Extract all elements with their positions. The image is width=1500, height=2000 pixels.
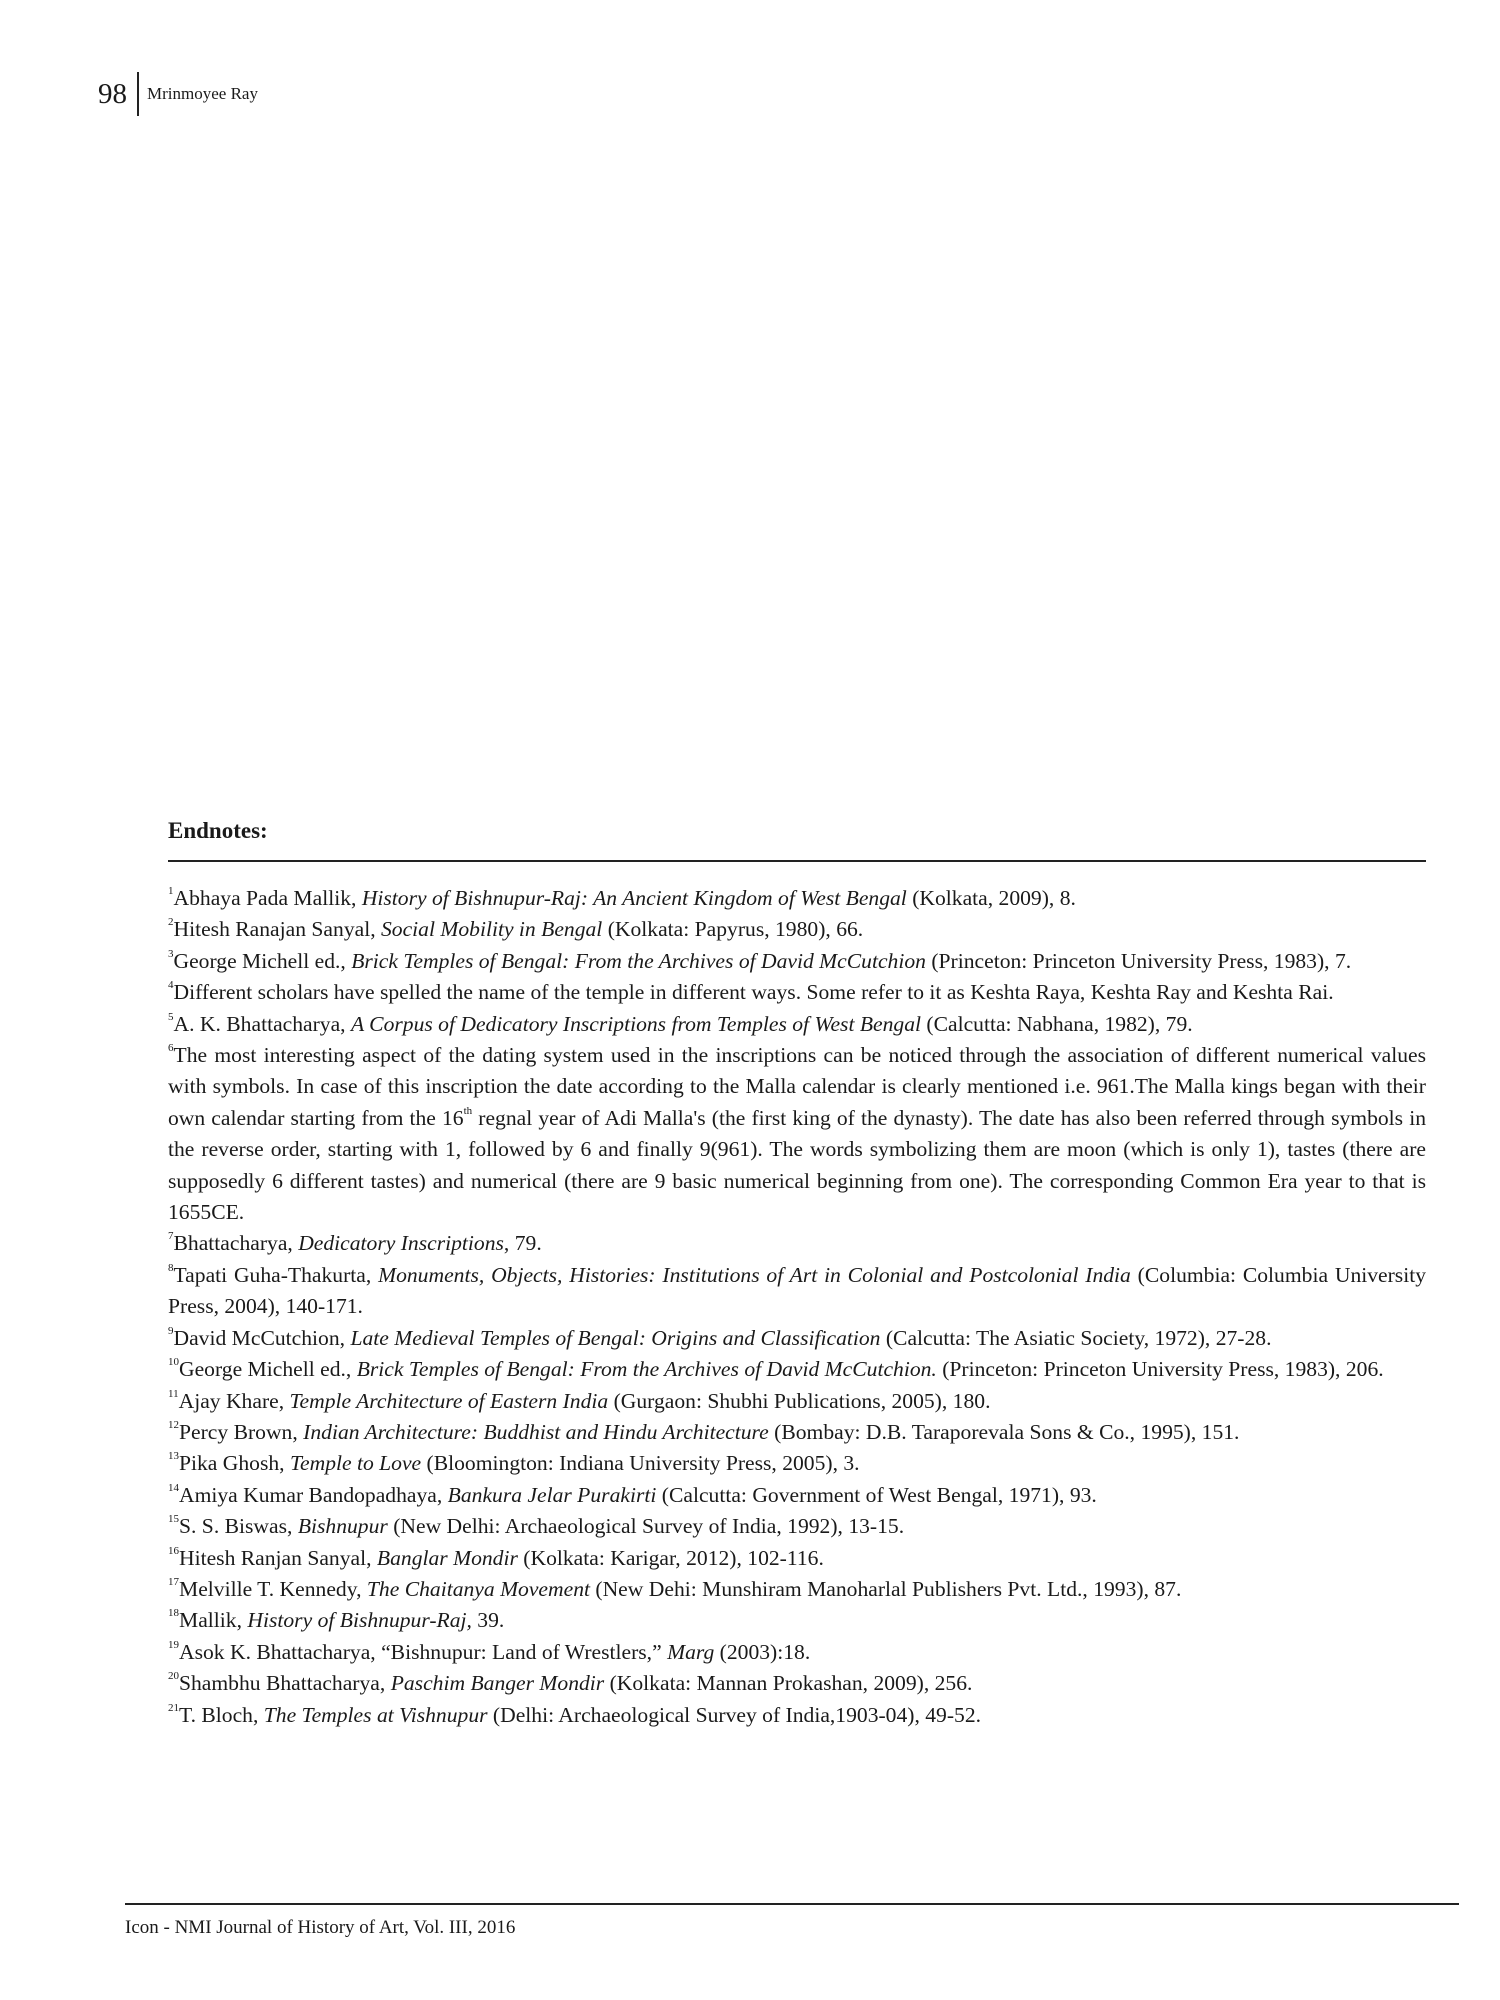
endnote-number: 18: [168, 1607, 179, 1620]
endnote-text: Mallik,: [179, 1608, 248, 1633]
endnote-number: 20: [168, 1670, 179, 1683]
endnote-6: [168, 1040, 1426, 1228]
endnote-number: 3: [168, 947, 174, 960]
page-header: [98, 72, 258, 116]
endnote-citation-tail: 39.: [471, 1608, 505, 1633]
endnote-citation-tail: (Kolkata: Mannan Prokashan, 2009), 256.: [604, 1671, 973, 1696]
endnote-10: [168, 1354, 1426, 1385]
endnote-text: George Michell ed.,: [179, 1357, 357, 1382]
endnote-work-title: Marg: [667, 1639, 715, 1664]
endnote-citation-tail: , 79.: [503, 1231, 542, 1256]
endnote-text: Abhaya Pada Mallik,: [173, 886, 362, 910]
endnote-number: 21: [168, 1701, 179, 1714]
endnote-text: Asok K. Bhattacharya, “Bishnupur: Land of Wrestlers,”: [179, 1639, 668, 1664]
endnote-text: The most interesting aspect of the dating system used in the inscriptions can be noticed through the association of different numerical values with symbols. In case of this inscription the date according to the Malla calendar is clearly mentioned i.e. 961.The Malla kings began with their own calendar starting from the 16: [168, 1043, 1426, 1130]
endnote-citation-tail: (Kolkata: Karigar, 2012), 102-116.: [517, 1545, 824, 1570]
endnote-work-title: History of Bishnupur-Raj,: [247, 1608, 472, 1633]
endnote-number: 4: [168, 979, 174, 992]
endnote-text: Different scholars have spelled the name of the temple in different ways. Some refer to it as Keshta Raya, Keshta Ray and Keshta Rai.: [173, 980, 1334, 1005]
endnote-number: 15: [168, 1513, 179, 1526]
page-number: 98: [98, 78, 127, 110]
footer-divider: [125, 1903, 1459, 1905]
endnote-text: T. Bloch,: [179, 1702, 264, 1727]
endnote-work-title: Brick Temples of Bengal: From the Archives of David McCutchion.: [356, 1357, 937, 1382]
endnote-number: 1: [168, 885, 174, 897]
endnote-work-title: Social Mobility in Bengal: [381, 917, 603, 942]
endnote-number: 2: [168, 916, 174, 929]
endnote-work-title: History of Bishnupur-Raj: An Ancient Kingdom of West Bengal: [361, 886, 907, 910]
endnotes-list: [168, 883, 1426, 1731]
endnote-citation-tail: (Kolkata: Papyrus, 1980), 66.: [602, 917, 864, 942]
endnote-1: [168, 883, 1426, 914]
endnote-15: [168, 1511, 1426, 1542]
endnote-text: Melville T. Kennedy,: [179, 1576, 367, 1601]
endnote-citation-tail: (2003):18.: [714, 1639, 811, 1664]
endnote-citation-tail: (Columbia: Columbia University Press, 2004), 140-171.: [168, 1262, 1427, 1319]
endnote-citation-tail: (Delhi: Archaeological Survey of India,1903-04), 49-52.: [487, 1702, 982, 1727]
endnote-number: 6: [168, 1042, 174, 1055]
endnote-citation-tail: (Kolkata, 2009), 8.: [906, 886, 1076, 910]
endnote-16: [168, 1543, 1426, 1574]
endnote-number: 7: [168, 1230, 174, 1243]
endnote-7: [168, 1228, 1426, 1259]
endnotes-divider: [168, 860, 1426, 862]
endnote-number: 19: [168, 1638, 179, 1651]
endnote-number: 17: [168, 1575, 179, 1588]
endnote-work-title: Temple to Love: [289, 1451, 422, 1476]
endnote-text: Percy Brown,: [179, 1419, 304, 1444]
endnote-work-title: Late Medieval Temples of Bengal: Origins and Classification: [350, 1325, 881, 1350]
endnotes-title: Endnotes:: [168, 818, 268, 843]
endnote-2: [168, 914, 1426, 945]
endnote-work-title: The Chaitanya Movement: [366, 1576, 590, 1601]
endnote-work-title: Temple Architecture of Eastern India: [289, 1388, 609, 1413]
endnote-3: [168, 946, 1426, 977]
endnote-number: 14: [168, 1481, 179, 1494]
running-author: Mrinmoyee Ray: [147, 84, 258, 103]
endnote-text: Hitesh Ranajan Sanyal,: [173, 917, 381, 942]
endnote-work-title: A Corpus of Dedicatory Inscriptions from Temples of West Bengal: [350, 1011, 922, 1036]
endnote-work-title: Dedicatory Inscriptions: [298, 1231, 504, 1256]
endnote-citation-tail: regnal year of Adi Malla's (the first king of the dynasty). The date has also been referred through symbols in the reverse order, starting with 1, followed by 6 and finally 9(961). The words symbolizing them are moon (which is only 1), tastes (there are supposedly 6 different tastes) and numerical (there are 9 basic numerical beginning from one). The corresponding Common Era year to that is 1655CE.: [168, 1105, 1426, 1225]
endnote-citation-tail: (Calcutta: The Asiatic Society, 1972), 27-28.: [880, 1325, 1272, 1350]
endnote-number: 11: [168, 1387, 179, 1400]
endnote-13: [168, 1448, 1426, 1479]
endnote-text: Tapati Guha-Thakurta,: [173, 1262, 379, 1287]
endnote-number: 16: [168, 1544, 179, 1557]
endnote-4: [168, 977, 1426, 1008]
endnote-work-title: Brick Temples of Bengal: From the Archives of David McCutchion: [351, 948, 926, 973]
endnote-number: 9: [168, 1324, 174, 1337]
endnote-20: [168, 1668, 1426, 1699]
endnote-17: [168, 1574, 1426, 1605]
endnote-work-title: Indian Architecture: Buddhist and Hindu Architecture: [303, 1419, 769, 1444]
endnote-citation-tail: (Bloomington: Indiana University Press, 2005), 3.: [421, 1451, 860, 1476]
endnote-text: George Michell ed.,: [173, 948, 352, 973]
endnote-work-title: Bishnupur: [297, 1514, 388, 1539]
endnote-citation-tail: (Calcutta: Government of West Bengal, 1971), 93.: [656, 1482, 1097, 1507]
endnote-work-title: Banglar Mondir: [376, 1545, 518, 1570]
endnote-number: 10: [168, 1356, 179, 1369]
endnote-work-title: Paschim Banger Mondir: [390, 1671, 605, 1696]
endnote-text: S. S. Biswas,: [179, 1514, 298, 1539]
endnote-8: [168, 1260, 1426, 1323]
endnote-21: [168, 1700, 1426, 1731]
endnote-citation-tail: (Princeton: Princeton University Press, 1983), 7.: [925, 948, 1352, 973]
endnote-text: Bhattacharya,: [173, 1231, 299, 1256]
endnote-text: David McCutchion,: [173, 1325, 351, 1350]
endnote-number: 5: [168, 1010, 174, 1023]
endnote-citation-tail: (Princeton: Princeton University Press, 1983), 206.: [936, 1357, 1384, 1382]
endnote-text: Amiya Kumar Bandopadhaya,: [179, 1482, 448, 1507]
endnote-12: [168, 1417, 1426, 1448]
endnote-number: 8: [168, 1261, 174, 1274]
endnote-9: [168, 1323, 1426, 1354]
ordinal-suffix: th: [463, 1104, 473, 1117]
endnote-14: [168, 1480, 1426, 1511]
endnote-19: [168, 1637, 1426, 1668]
endnote-citation-tail: (Gurgaon: Shubhi Publications, 2005), 180.: [608, 1388, 991, 1413]
endnote-work-title: Monuments, Objects, Histories: Institutions of Art in Colonial and Postcolonial India: [378, 1262, 1131, 1287]
endnote-text: Shambhu Bhattacharya,: [179, 1671, 391, 1696]
endnote-citation-tail: (Bombay: D.B. Taraporevala Sons & Co., 1995), 151.: [768, 1419, 1240, 1444]
endnote-citation-tail: (Calcutta: Nabhana, 1982), 79.: [921, 1011, 1193, 1036]
endnote-11: [168, 1386, 1426, 1417]
endnote-text: Ajay Khare,: [178, 1388, 290, 1413]
endnote-work-title: Bankura Jelar Purakirti: [447, 1482, 657, 1507]
endnote-text: A. K. Bhattacharya,: [173, 1011, 351, 1036]
endnote-5: [168, 1009, 1426, 1040]
endnote-text: Pika Ghosh,: [179, 1451, 290, 1476]
endnote-work-title: The Temples at Vishnupur: [263, 1702, 488, 1727]
endnote-18: [168, 1605, 1426, 1636]
endnote-text: Hitesh Ranjan Sanyal,: [179, 1545, 377, 1570]
endnote-citation-tail: (New Dehi: Munshiram Manoharlal Publishers Pvt. Ltd., 1993), 87.: [590, 1576, 1182, 1601]
journal-footer: Icon - NMI Journal of History of Art, Vol. III, 2016: [125, 1917, 516, 1938]
endnote-citation-tail: (New Delhi: Archaeological Survey of India, 1992), 13-15.: [387, 1514, 905, 1539]
endnote-number: 12: [168, 1418, 179, 1431]
endnote-number: 13: [168, 1450, 179, 1463]
